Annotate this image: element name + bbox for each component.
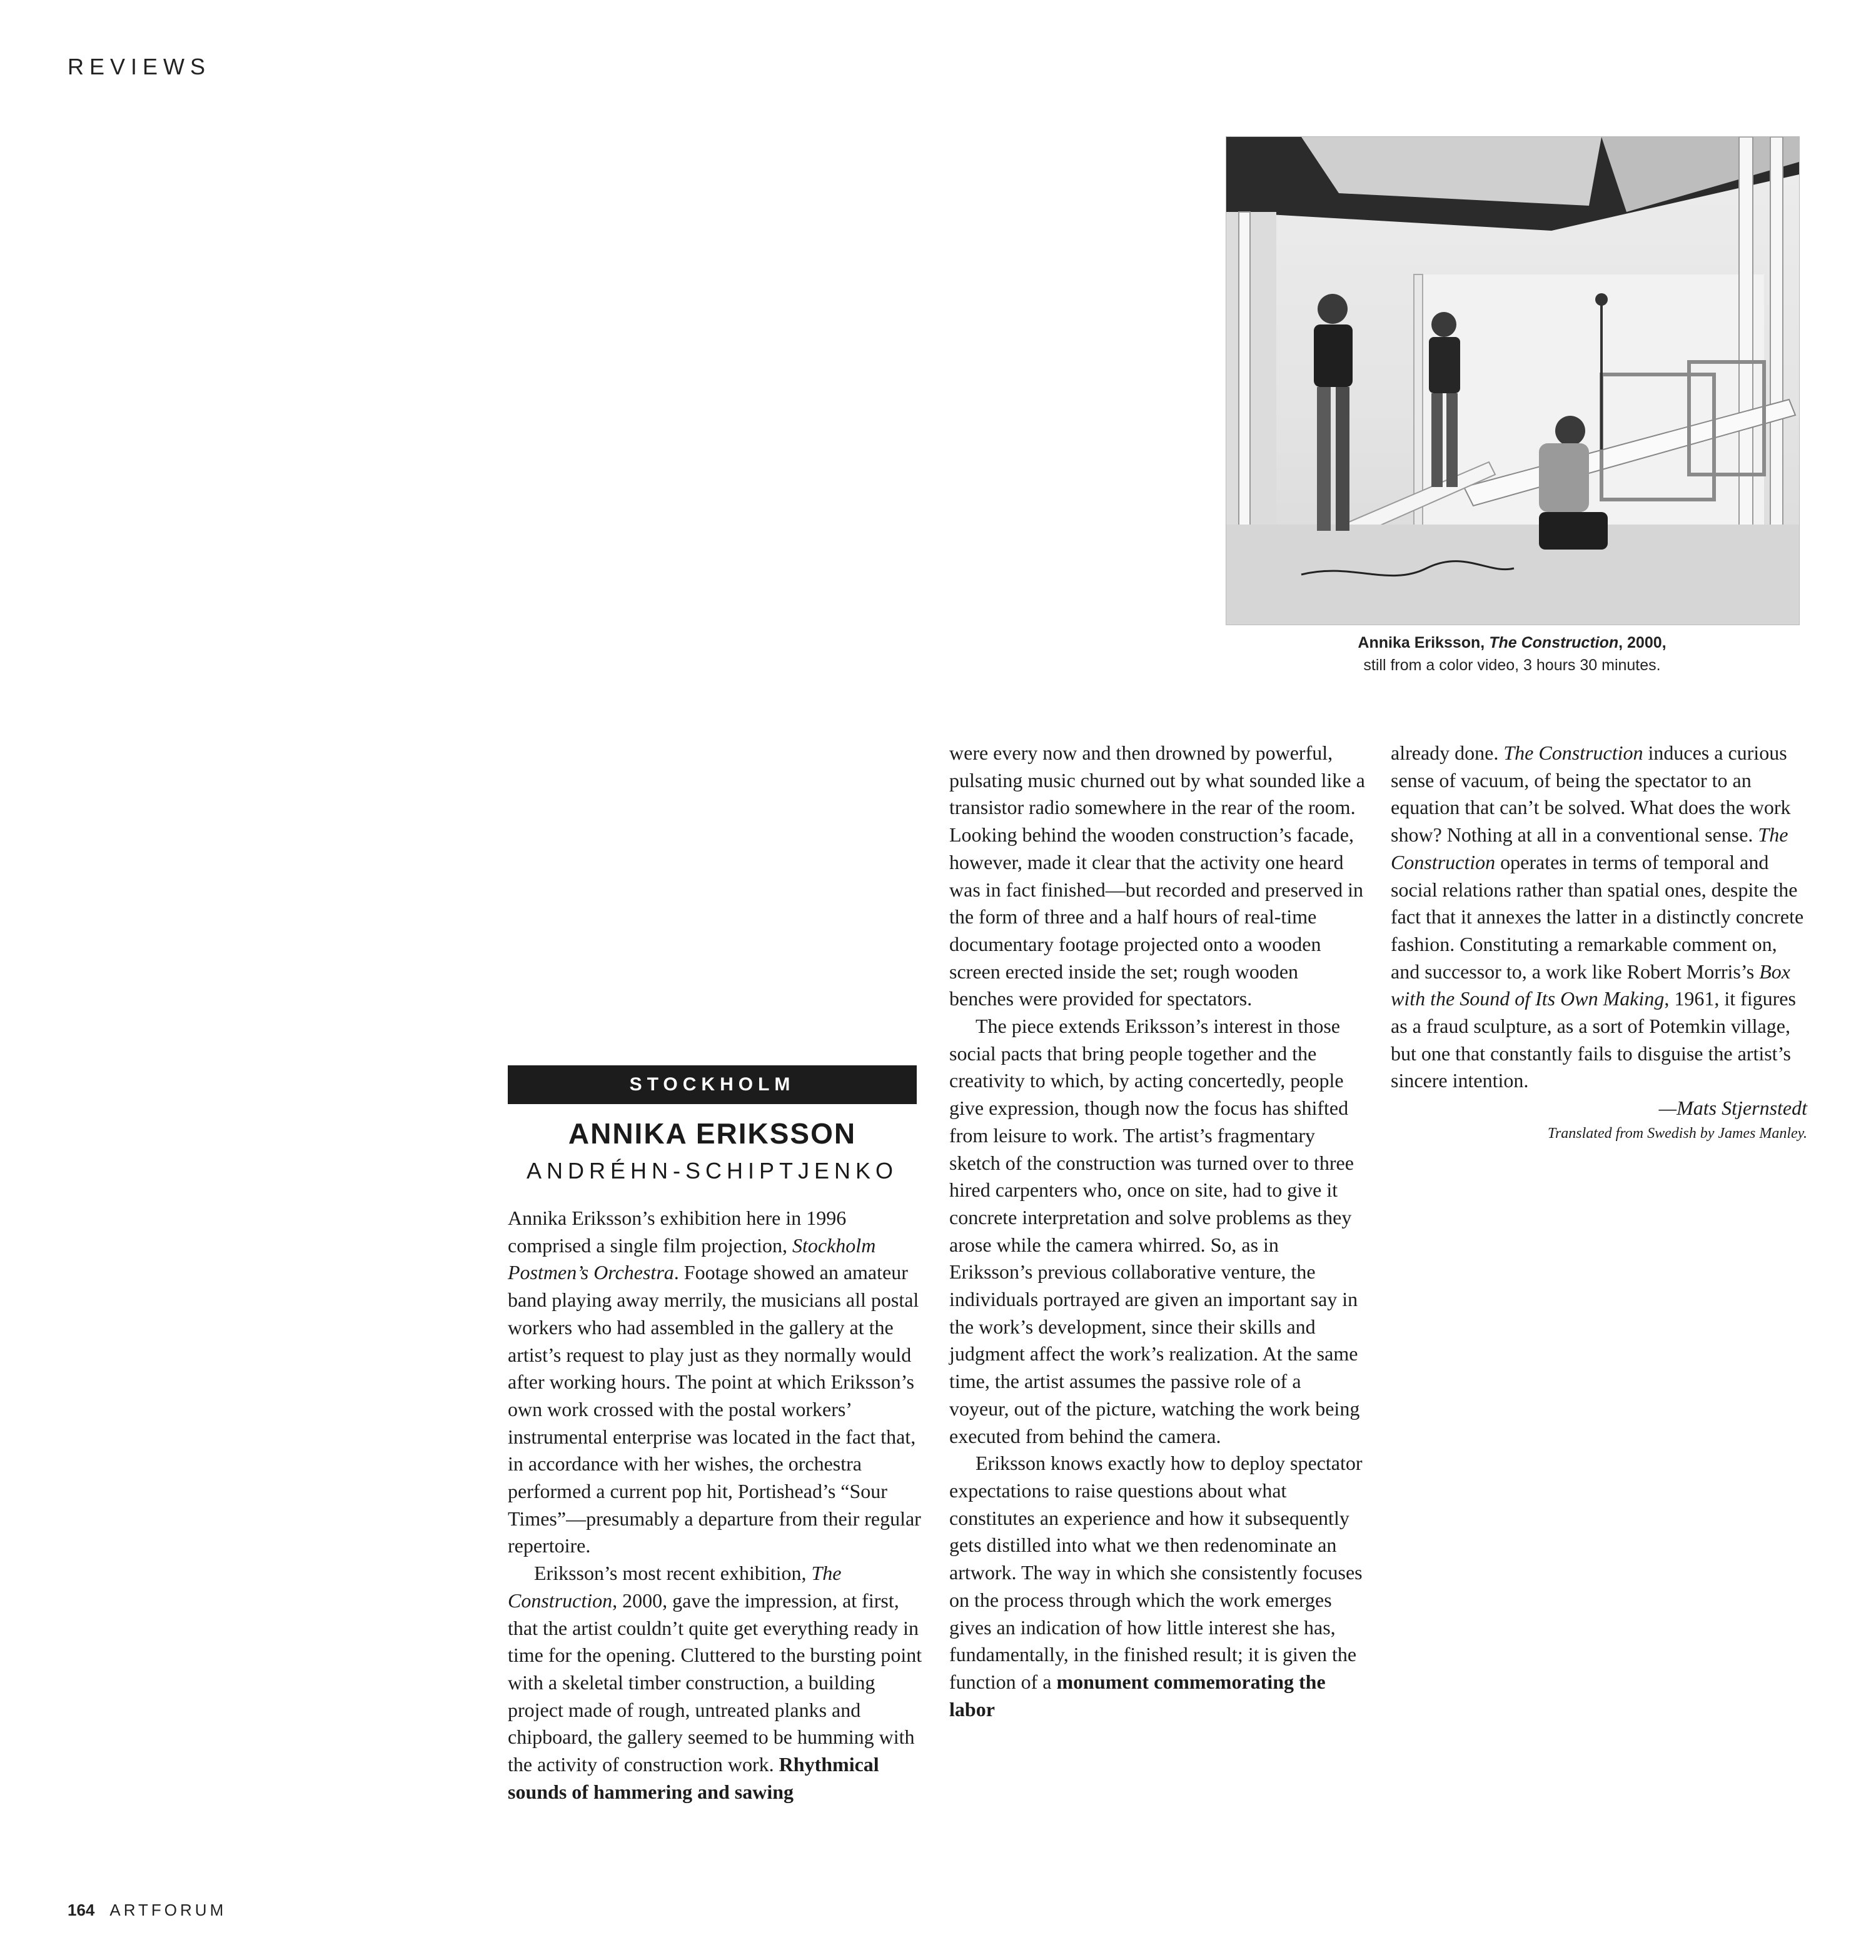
gallery-name: ANDRÉHN-SCHIPTJENKO: [526, 1158, 899, 1184]
page-footer: [68, 1901, 226, 1920]
p1-text-a: Annika Eriksson’s exhibition here in 1996 comprised a single film projection,: [508, 1207, 847, 1257]
text-column-3: [1391, 740, 1807, 1145]
p4c-title-3: Box with the Sound of Its Own Making: [1391, 960, 1790, 1010]
p2-bold-line: Rhythmical sounds of hammering and sawing: [508, 1753, 879, 1803]
paragraph-4-continued: [1391, 740, 1807, 1095]
caption-year: , 2000,: [1618, 634, 1667, 651]
artwork-photo: [1226, 136, 1800, 625]
p4c-text-e: operates in terms of temporal and social relations rather than spatial ones, despite the fact that it annexes the latter in a distinctly concrete fashion. Constituting a remarkable comment on, and successor to, a work like Robert Morris’s: [1391, 850, 1804, 983]
photo-illustration: [1226, 137, 1799, 625]
section-label: REVIEWS: [68, 54, 211, 79]
text-column-1: [508, 1205, 924, 1806]
paragraph-1: [508, 1205, 924, 1560]
magazine-name: ARTFORUM: [109, 1901, 227, 1919]
p4c-title-1: The Construction: [1503, 741, 1643, 764]
p4c-text-g: , 1961, it figures as a fraud sculpture, as a sort of Potemkin village, but one that constantly fails to disguise the artist’s sincere intention.: [1391, 987, 1796, 1092]
p2-text-a: Eriksson’s most recent exhibition,: [534, 1562, 812, 1585]
paragraph-3: The piece extends Eriksson’s interest in those social pacts that bring people together and the creativity to which, by acting concertedly, people give expression, though now the focus has shifted from leisure to work. The artist’s fragmentary sketch of the construction was turned over to three hired carpenters who, once on site, had to give it concrete interpretation and solve problems as they arose while the camera whirred. So, as in Eriksson’s previous collaborative venture, the individuals portrayed are given an important say in the work’s development, since their skills and judgment affect the work’s realization. At the same time, the artist assumes the passive role of a voyeur, out of the picture, watching the work being executed from behind the camera.: [949, 1015, 1360, 1447]
caption-artist: Annika Eriksson,: [1358, 634, 1490, 651]
p4-bold-line: monument commemorating the labor: [949, 1670, 1326, 1721]
p4-text-a: Eriksson knows exactly how to deploy spectator expectations to raise questions about what constitutes an experience and how it subsequently gets distilled into what we then redenominate an artwork. The way in which she consistently focuses on the process through which the work emerges gives an indication of how little interest she has, fundamentally, in the finished result; it is given the function of a: [949, 1452, 1363, 1693]
p2-title: The Construction: [508, 1562, 842, 1612]
artist-heading: ANNIKA ERIKSSON: [568, 1117, 857, 1150]
p4c-text-a: already done.: [1391, 741, 1504, 764]
text-column-2: [949, 740, 1366, 1723]
paragraph-4: [949, 1450, 1366, 1723]
city-banner: [508, 1065, 917, 1104]
paragraph-2: [508, 1560, 924, 1806]
photo-caption: [1226, 631, 1798, 676]
city-label: STOCKHOLM: [629, 1074, 795, 1095]
p1-title: Stockholm Postmen’s Orchestra: [508, 1234, 876, 1284]
p4c-title-2: The Construction: [1391, 823, 1788, 873]
author-signature: —Mats Stjernstedt: [1658, 1097, 1807, 1120]
p2-text-c: , 2000, gave the impression, at first, that the artist couldn’t quite get everything ready in time for the opening. Cluttered to the bursting point with a skeletal timber construction, a building project made of rough, untreated planks and chipboard, the gallery seemed to be humming with the activity of construction work.: [508, 1589, 922, 1776]
caption-detail: still from a color video, 3 hours 30 minutes.: [1363, 656, 1661, 674]
p1-text-c: . Footage showed an amateur band playing away merrily, the musicians all postal workers who had assembled in the gallery at the artist’s request to play just as they normally would after working hours. The point at which Eriksson’s own work crossed with the postal workers’ instrumental enterprise was located in the fact that, in accordance with her wishes, the orchestra performed a current pop hit, Portishead’s “Sour Times”—presumably a departure from their regular repertoire.: [508, 1261, 921, 1557]
page-number: 164: [68, 1901, 95, 1919]
paragraph-2-continued: were every now and then drowned by powerful, pulsating music churned out by what sounded like a transistor radio somewhere in the rear of the room. Looking behind the wooden construction’s facade, however, made it clear that the activity one heard was in fact finished—but recorded and preserved in the form of three and a half hours of real-time documentary footage projected onto a wooden screen erected inside the set; rough wooden benches were provided for spectators.: [949, 741, 1365, 1010]
p4c-text-c: induces a curious sense of vacuum, of being the spectator to an equation that can’t be solved. What does the work show? Nothing at all in a conventional sense.: [1391, 741, 1791, 847]
caption-title: The Construction: [1489, 634, 1619, 651]
translation-credit: Translated from Swedish by James Manley.: [1547, 1125, 1807, 1142]
